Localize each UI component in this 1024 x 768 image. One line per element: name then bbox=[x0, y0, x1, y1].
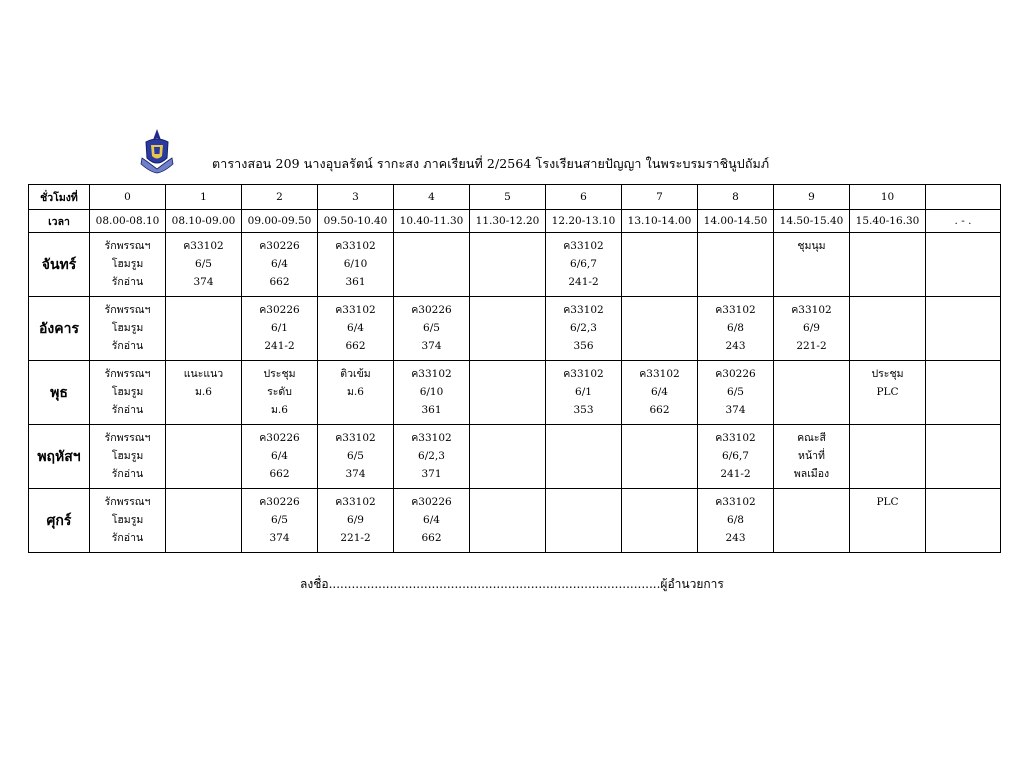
day-row bbox=[29, 489, 1001, 553]
schedule-cell bbox=[926, 489, 1001, 553]
cell-line: 6/6,7 bbox=[722, 450, 749, 462]
time-slot: 13.10-14.00 bbox=[622, 210, 698, 233]
cell-line: 243 bbox=[725, 340, 746, 352]
time-slot: 11.30-12.20 bbox=[470, 210, 546, 233]
schedule-cell bbox=[470, 425, 546, 489]
schedule-cell bbox=[774, 425, 850, 489]
schedule-cell bbox=[774, 361, 850, 425]
time-slot: 08.10-09.00 bbox=[166, 210, 242, 233]
time-slot: 09.00-09.50 bbox=[242, 210, 318, 233]
schedule-cell bbox=[774, 297, 850, 361]
cell-line: ค33102 bbox=[563, 240, 604, 252]
cell-line: 374 bbox=[269, 532, 290, 544]
cell-line: แนะแนว bbox=[183, 368, 224, 380]
cell-line: ม.6 bbox=[347, 386, 364, 398]
schedule-cell bbox=[470, 361, 546, 425]
schedule-cell bbox=[926, 233, 1001, 297]
period-number: 4 bbox=[394, 185, 470, 210]
schedule-cell bbox=[318, 361, 394, 425]
cell-line: ค33102 bbox=[639, 368, 680, 380]
day-name: จันทร์ bbox=[29, 233, 90, 297]
cell-line: ค33102 bbox=[715, 432, 756, 444]
cell-line: ติวเข้ม bbox=[340, 368, 371, 380]
cell-line: 6/4 bbox=[271, 258, 288, 270]
cell-line: ค33102 bbox=[715, 304, 756, 316]
cell-line: 6/10 bbox=[343, 258, 368, 270]
cell-line: 6/4 bbox=[271, 450, 288, 462]
schedule-cell bbox=[774, 233, 850, 297]
schedule-cell bbox=[166, 297, 242, 361]
period-number: 10 bbox=[850, 185, 926, 210]
cell-line: 6/6,7 bbox=[570, 258, 597, 270]
schedule-cell bbox=[850, 297, 926, 361]
schedule-cell bbox=[90, 297, 166, 361]
signature-line: ลงชื่อ.......................................................................................ผู้อำนวยการ bbox=[300, 577, 724, 591]
schedule-cell bbox=[698, 297, 774, 361]
period-number: 7 bbox=[622, 185, 698, 210]
time-slot: 10.40-11.30 bbox=[394, 210, 470, 233]
cell-line: โฮมรูม bbox=[111, 322, 144, 334]
school-emblem-logo bbox=[140, 128, 174, 174]
period-number: 8 bbox=[698, 185, 774, 210]
day-row bbox=[29, 233, 1001, 297]
cell-line: 6/1 bbox=[575, 386, 592, 398]
time-row bbox=[29, 210, 1001, 233]
schedule-cell bbox=[546, 233, 622, 297]
cell-line: 353 bbox=[573, 404, 594, 416]
schedule-cell bbox=[698, 489, 774, 553]
schedule-cell bbox=[470, 233, 546, 297]
cell-line: ชุมนุม bbox=[797, 240, 826, 252]
cell-line: 361 bbox=[345, 276, 366, 288]
cell-line: 6/2,3 bbox=[418, 450, 445, 462]
cell-line: 221-2 bbox=[796, 340, 827, 352]
schedule-cell bbox=[470, 489, 546, 553]
cell-line: ค33102 bbox=[183, 240, 224, 252]
schedule-cell bbox=[394, 233, 470, 297]
period-number: 9 bbox=[774, 185, 850, 210]
schedule-cell bbox=[622, 297, 698, 361]
cell-line: หน้าที่ bbox=[798, 450, 825, 462]
cell-line: 662 bbox=[269, 276, 290, 288]
cell-line: คณะสี bbox=[797, 432, 826, 444]
cell-line: ค30226 bbox=[259, 304, 300, 316]
time-label: เวลา bbox=[29, 210, 90, 233]
cell-line: 6/5 bbox=[195, 258, 212, 270]
cell-line: 241-2 bbox=[264, 340, 295, 352]
cell-line: PLC bbox=[876, 496, 899, 508]
cell-line: 6/5 bbox=[423, 322, 440, 334]
schedule-cell bbox=[698, 425, 774, 489]
cell-line: 6/5 bbox=[271, 514, 288, 526]
cell-line: 241-2 bbox=[568, 276, 599, 288]
day-row bbox=[29, 361, 1001, 425]
cell-line: รักอ่าน bbox=[111, 532, 144, 544]
period-number bbox=[926, 185, 1001, 210]
cell-line: รักอ่าน bbox=[111, 276, 144, 288]
cell-line: 6/10 bbox=[419, 386, 444, 398]
page-title: ตารางสอน 209 นางอุบลรัตน์ รากะสง ภาคเรียนที่ 2/2564 โรงเรียนสายปัญญา ในพระบรมราชินูปถัมภ์ bbox=[212, 156, 770, 171]
cell-line: โฮมรูม bbox=[111, 258, 144, 270]
cell-line: ประชุม bbox=[871, 368, 904, 380]
schedule-cell bbox=[394, 361, 470, 425]
schedule-cell bbox=[926, 425, 1001, 489]
time-slot: 08.00-08.10 bbox=[90, 210, 166, 233]
cell-line: ค33102 bbox=[335, 240, 376, 252]
cell-line: ค33102 bbox=[715, 496, 756, 508]
schedule-cell bbox=[546, 361, 622, 425]
period-label: ชั่วโมงที่ bbox=[29, 185, 90, 210]
day-name: พุธ bbox=[29, 361, 90, 425]
schedule-cell bbox=[90, 425, 166, 489]
day-row bbox=[29, 425, 1001, 489]
cell-line: 356 bbox=[573, 340, 594, 352]
cell-line: ค33102 bbox=[563, 368, 604, 380]
cell-line: ค30226 bbox=[259, 240, 300, 252]
cell-line: รักพรรณฯ bbox=[104, 240, 151, 252]
cell-line: ค30226 bbox=[411, 304, 452, 316]
day-name: พฤหัสฯ bbox=[29, 425, 90, 489]
schedule-cell bbox=[166, 361, 242, 425]
schedule-cell bbox=[318, 297, 394, 361]
schedule-cell bbox=[546, 489, 622, 553]
cell-line: ค30226 bbox=[259, 432, 300, 444]
cell-line: 221-2 bbox=[340, 532, 371, 544]
schedule-cell bbox=[242, 489, 318, 553]
schedule-cell bbox=[242, 233, 318, 297]
schedule-cell bbox=[622, 361, 698, 425]
cell-line: ม.6 bbox=[271, 404, 288, 416]
cell-line: 371 bbox=[421, 468, 442, 480]
schedule-cell bbox=[850, 425, 926, 489]
schedule-cell bbox=[394, 425, 470, 489]
schedule-cell bbox=[242, 361, 318, 425]
period-header-row bbox=[29, 185, 1001, 210]
period-number: 0 bbox=[90, 185, 166, 210]
cell-line: 6/5 bbox=[727, 386, 744, 398]
cell-line: 374 bbox=[345, 468, 366, 480]
cell-line: 6/9 bbox=[347, 514, 364, 526]
cell-line: 662 bbox=[345, 340, 366, 352]
cell-line: 6/8 bbox=[727, 514, 744, 526]
cell-line: ค33102 bbox=[411, 368, 452, 380]
cell-line: 6/4 bbox=[347, 322, 364, 334]
period-number: 6 bbox=[546, 185, 622, 210]
schedule-cell bbox=[90, 233, 166, 297]
schedule-cell bbox=[850, 489, 926, 553]
cell-line: รักอ่าน bbox=[111, 340, 144, 352]
cell-line: รักอ่าน bbox=[111, 404, 144, 416]
schedule-cell bbox=[166, 233, 242, 297]
cell-line: 6/9 bbox=[803, 322, 820, 334]
schedule-cell bbox=[926, 361, 1001, 425]
cell-line: ค33102 bbox=[791, 304, 832, 316]
cell-line: รักพรรณฯ bbox=[104, 304, 151, 316]
schedule-cell bbox=[394, 297, 470, 361]
period-number: 3 bbox=[318, 185, 394, 210]
cell-line: PLC bbox=[876, 386, 899, 398]
day-row bbox=[29, 297, 1001, 361]
cell-line: 6/5 bbox=[347, 450, 364, 462]
schedule-cell bbox=[546, 297, 622, 361]
schedule-cell bbox=[622, 233, 698, 297]
cell-line: โฮมรูม bbox=[111, 450, 144, 462]
cell-line: โฮมรูม bbox=[111, 514, 144, 526]
cell-line: 243 bbox=[725, 532, 746, 544]
schedule-cell bbox=[318, 489, 394, 553]
schedule-cell bbox=[318, 425, 394, 489]
period-number: 1 bbox=[166, 185, 242, 210]
cell-line: รักพรรณฯ bbox=[104, 368, 151, 380]
schedule-cell bbox=[850, 361, 926, 425]
cell-line: รักพรรณฯ bbox=[104, 496, 151, 508]
cell-line: 6/4 bbox=[651, 386, 668, 398]
cell-line: ค33102 bbox=[335, 304, 376, 316]
cell-line: ค33102 bbox=[335, 432, 376, 444]
cell-line: รักอ่าน bbox=[111, 468, 144, 480]
cell-line: โฮมรูม bbox=[111, 386, 144, 398]
schedule-cell bbox=[318, 233, 394, 297]
time-slot: 14.50-15.40 bbox=[774, 210, 850, 233]
schedule-cell bbox=[698, 233, 774, 297]
cell-line: ค30226 bbox=[259, 496, 300, 508]
day-name: อังคาร bbox=[29, 297, 90, 361]
cell-line: ค33102 bbox=[411, 432, 452, 444]
day-name: ศุกร์ bbox=[29, 489, 90, 553]
time-slot: 14.00-14.50 bbox=[698, 210, 774, 233]
schedule-cell bbox=[850, 233, 926, 297]
cell-line: 662 bbox=[421, 532, 442, 544]
cell-line: 374 bbox=[193, 276, 214, 288]
schedule-cell bbox=[622, 489, 698, 553]
schedule-cell bbox=[242, 297, 318, 361]
period-number: 5 bbox=[470, 185, 546, 210]
cell-line: ระดับ bbox=[267, 386, 292, 398]
time-slot: 09.50-10.40 bbox=[318, 210, 394, 233]
schedule-cell bbox=[90, 361, 166, 425]
schedule-cell bbox=[242, 425, 318, 489]
cell-line: 6/4 bbox=[423, 514, 440, 526]
cell-line: ประชุม bbox=[263, 368, 296, 380]
schedule-cell bbox=[698, 361, 774, 425]
cell-line: 374 bbox=[725, 404, 746, 416]
cell-line: 6/2,3 bbox=[570, 322, 597, 334]
schedule-cell bbox=[90, 489, 166, 553]
period-number: 2 bbox=[242, 185, 318, 210]
cell-line: ค30226 bbox=[715, 368, 756, 380]
teaching-schedule-table bbox=[28, 184, 1001, 553]
cell-line: 374 bbox=[421, 340, 442, 352]
cell-line: 6/1 bbox=[271, 322, 288, 334]
cell-line: พลเมือง bbox=[793, 468, 830, 480]
schedule-cell bbox=[926, 297, 1001, 361]
time-slot: . - . bbox=[926, 210, 1001, 233]
cell-line: 662 bbox=[649, 404, 670, 416]
schedule-cell bbox=[470, 297, 546, 361]
cell-line: ค30226 bbox=[411, 496, 452, 508]
cell-line: ค33102 bbox=[563, 304, 604, 316]
cell-line: 6/8 bbox=[727, 322, 744, 334]
cell-line: ม.6 bbox=[195, 386, 212, 398]
cell-line: ค33102 bbox=[335, 496, 376, 508]
schedule-cell bbox=[622, 425, 698, 489]
schedule-cell bbox=[166, 425, 242, 489]
cell-line: 662 bbox=[269, 468, 290, 480]
schedule-cell bbox=[546, 425, 622, 489]
time-slot: 12.20-13.10 bbox=[546, 210, 622, 233]
cell-line: 241-2 bbox=[720, 468, 751, 480]
cell-line: 361 bbox=[421, 404, 442, 416]
schedule-cell bbox=[394, 489, 470, 553]
time-slot: 15.40-16.30 bbox=[850, 210, 926, 233]
schedule-cell bbox=[166, 489, 242, 553]
cell-line: รักพรรณฯ bbox=[104, 432, 151, 444]
schedule-cell bbox=[774, 489, 850, 553]
